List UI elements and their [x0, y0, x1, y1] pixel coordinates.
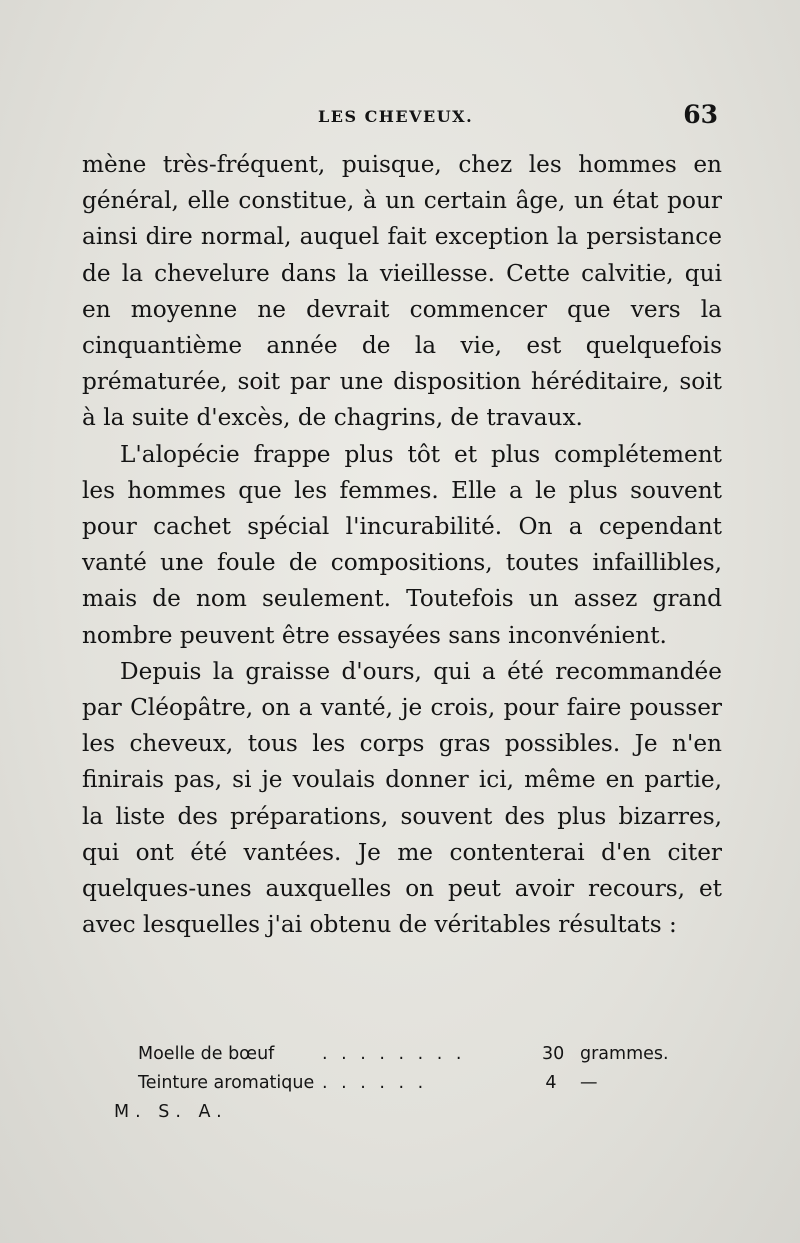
paragraph-3: Depuis la graisse d'ours, qui a été recommandée par Cléopâtre, on a vanté, je crois, pour faire pousser les cheveux, tous les corps gras possibles. Je n'en finirais pas, si je voulais donner ici, même en partie, la liste des préparations, souvent des plus bizarres, qui ont été vantées. Je me contenterai d'en citer quelques-unes auxquelles on peut avoir recours, et avec lesquelles j'ai obtenu de véritables résultats :: [82, 657, 722, 939]
recipe-row: [112, 1098, 682, 1127]
paragraph-1: mène très-fréquent, puisque, chez les hommes en général, elle constitue, à un certain âge, un état pour ainsi dire normal, auquel fait exception la persistance de la chevelure dans la vieillesse. Cette calvitie, qui en moyenne ne devrait commencer que vers la cinquantième année de la vie, est quelquefois prématurée, soit par une disposition héréditaire, soit à la suite d'excès, de chagrins, de travaux.: [82, 151, 722, 432]
ingredient-quantity: 4: [545, 1073, 557, 1093]
ingredient-quantity: 30: [542, 1044, 565, 1064]
ingredient-unit: —: [580, 1073, 598, 1093]
recipe-note: M. S. A.: [114, 1102, 228, 1122]
ingredient-unit: grammes.: [580, 1044, 669, 1064]
leader-dots: . . . . . . . .: [322, 1044, 466, 1064]
running-title: LES CHEVEUX.: [318, 107, 474, 126]
leader-dots: . . . . . .: [322, 1073, 428, 1093]
recipe-row: [112, 1040, 682, 1069]
page-number: 63: [683, 100, 718, 129]
ingredient-name: Moelle de bœuf: [138, 1044, 275, 1064]
recipe-row: [112, 1069, 682, 1098]
body-text: [82, 147, 722, 943]
ingredient-name: Teinture aromatique: [138, 1073, 315, 1093]
page-header: [82, 100, 720, 140]
paragraph-2: L'alopécie frappe plus tôt et plus complétement les hommes que les femmes. Elle a le plus souvent pour cachet spécial l'incurabilité. On a cependant vanté une foule de compositions, toutes infaillibles, mais de nom seulement. Toutefois un assez grand nombre peuvent être essayées sans inconvénient.: [82, 440, 722, 649]
recipe: [112, 1040, 682, 1127]
